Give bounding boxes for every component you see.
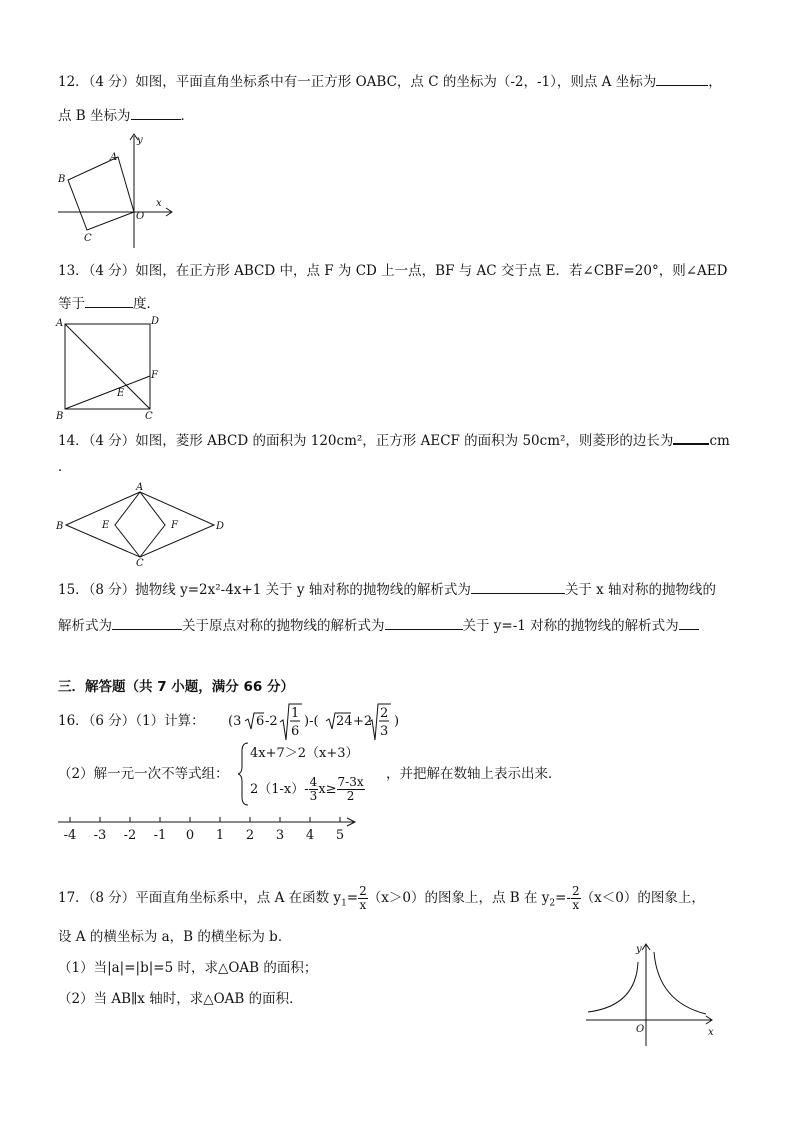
q12-text2: 点 B 坐标为 (58, 108, 131, 124)
q17-line4: （2）当 AB∥x 轴时，求△OAB 的面积． (58, 991, 303, 1007)
number-line-label: -2 (123, 828, 137, 843)
ineq2-frac-right: $\frac{7-3x}{2}$ (337, 775, 364, 803)
label-c: C (145, 411, 153, 422)
number-line-label: 5 (335, 828, 345, 843)
q15-text1a: 15．（8 分）抛物线 y=2x²-4x+1 关于 y 轴对称的抛物线的解析式为 (58, 582, 471, 598)
q16-part2-end: ，并把解在数轴上表示出来． (386, 766, 562, 782)
expr-f1n: 1 (291, 706, 300, 721)
q13-line1 (58, 262, 727, 280)
q14-text: 14．（4 分）如图，菱形 ABCD 的面积为 120cm²，正方形 AECF 的面积为 50cm²，则菱形的边长为 (58, 433, 674, 449)
q12-text: 12．（4 分）如图，平面直角坐标系中有一正方形 OABC，点 C 的坐标为（-2，-1），则点 A 坐标为 (58, 74, 657, 90)
expr-t5: ) (394, 714, 400, 729)
rhombus-abcd (66, 492, 214, 557)
expr-f1d: 6 (291, 724, 300, 739)
q13-text2: 等于 (58, 296, 85, 312)
label-x: x (708, 1027, 714, 1038)
q16-brace (238, 741, 250, 807)
number-line-label: 0 (185, 828, 195, 843)
q12-blank-a[interactable] (656, 72, 708, 86)
label-a: A (136, 482, 144, 493)
q17-line3: （1）当|a|=|b|=5 时，求△OAB 的面积； (58, 960, 318, 976)
q15-text2c: 关于 y=-1 对称的抛物线的解析式为 (462, 618, 679, 634)
q14-text2: ． (58, 459, 72, 475)
ineq2-geq: x≥ (318, 782, 337, 797)
label-d: D (151, 316, 160, 327)
label-d: D (216, 521, 225, 532)
q17-frac1: $\frac{2}{x}$ (359, 884, 367, 912)
q16-expression (222, 700, 422, 744)
label-b: B (56, 521, 64, 532)
q13-end: 度． (133, 296, 160, 312)
q15-line2 (58, 616, 699, 635)
q14-line2 (58, 458, 72, 476)
number-line-label: 1 (215, 828, 225, 843)
curve-y1 (654, 952, 706, 1014)
square-oabc (68, 157, 134, 230)
q15-text2a: 解析式为 (58, 618, 112, 634)
expr-t1: (3 (228, 714, 242, 729)
q16-ineq1: 4x+7＞2（x+3） (250, 746, 359, 761)
number-line-label: 3 (275, 828, 285, 843)
number-line (54, 812, 364, 844)
square-aecf (115, 492, 165, 557)
expr-r6: 6 (256, 714, 265, 729)
q15-blank-2[interactable] (112, 616, 182, 630)
q12-figure (50, 130, 180, 250)
expr-t2: -2 (265, 714, 278, 729)
q15-blank-3[interactable] (385, 616, 463, 630)
q13-line2 (58, 294, 160, 313)
q12-line1 (58, 72, 722, 91)
ineq2-frac-4-3: $\frac{4}{3}$ (309, 775, 318, 803)
q17-text1c: （x＜0）的图象上， (580, 890, 705, 906)
segment-bf (65, 376, 150, 409)
label-a: A (56, 318, 64, 329)
q15-text2b: 关于原点对称的抛物线的解析式为 (182, 618, 385, 634)
section-heading: 三．解答题（共 7 小题，满分 66 分） (58, 679, 294, 695)
q16-ineq2 (250, 776, 365, 806)
q12-period: ． (180, 108, 195, 124)
q17-text1b: （x＞0）的图象上，点 B 在 y (367, 890, 550, 906)
label-f: F (171, 520, 178, 531)
curve-y2 (588, 962, 638, 1012)
label-c: C (136, 558, 144, 566)
label-b: B (56, 411, 64, 422)
number-line-label: 2 (245, 828, 255, 843)
q15-text1b: 关于 x 轴对称的抛物线的 (564, 582, 717, 598)
label-y: y (636, 944, 642, 955)
q15-blank-1[interactable] (471, 580, 565, 594)
q14-unit: cm (709, 433, 730, 449)
expr-f2n: 2 (380, 706, 389, 721)
label-b: B (58, 174, 66, 185)
label-c: C (84, 233, 92, 244)
label-f: F (151, 370, 158, 381)
q17-line2: 设 A 的横坐标为 a，B 的横坐标为 b． (58, 929, 292, 945)
q17-eq1: = (346, 890, 359, 906)
q15-blank-4[interactable] (679, 616, 699, 630)
q12-blank-b[interactable] (131, 106, 181, 120)
label-o: O (136, 211, 145, 222)
q12-comma: ， (708, 74, 722, 90)
number-line-label: -3 (93, 828, 107, 843)
q16-part1 (58, 712, 205, 730)
expr-t4: +2 (353, 714, 373, 729)
q15-line1 (58, 580, 716, 599)
label-y: y (137, 135, 143, 146)
expr-f2d: 3 (380, 724, 389, 739)
number-line-label: -1 (153, 828, 167, 843)
q17-sub1: 1 (341, 898, 347, 909)
label-o: O (636, 1024, 645, 1035)
q16-part1-label: 16．（6 分）（1）计算： (58, 713, 205, 729)
expr-r24: 24 (336, 714, 353, 729)
number-line-label: 4 (305, 828, 315, 843)
q14-figure (52, 478, 232, 566)
q12-line2 (58, 106, 194, 125)
q13-blank[interactable] (85, 294, 133, 308)
q17-sub2: 2 (549, 898, 556, 909)
label-a: A (110, 152, 118, 163)
label-x: x (156, 198, 162, 209)
q14-line1 (58, 430, 730, 450)
ineq2-left: 2（1-x）- (250, 782, 309, 797)
label-e: E (102, 520, 110, 531)
q14-blank[interactable] (673, 430, 709, 445)
q17-text1a: 17．（8 分）平面直角坐标系中，点 A 在函数 y (58, 890, 342, 906)
q17-figure (584, 940, 720, 1050)
expr-t3: )-( (304, 714, 319, 729)
q16-part2-label: （2）解一元一次不等式组： (58, 766, 229, 782)
number-line-label: -4 (63, 828, 77, 843)
label-e: E (117, 388, 125, 399)
q13-figure (52, 312, 172, 422)
diagonal-ac (65, 324, 150, 409)
q17-eq2: =- (555, 890, 571, 906)
q17-frac2: $\frac{2}{x}$ (571, 884, 580, 912)
q13-text: 13．（4 分）如图，在正方形 ABCD 中，点 F 为 CD 上一点，BF 与 AC 交于点 E．若∠CBF=20°，则∠AED (58, 263, 728, 279)
q17-line1 (58, 885, 705, 919)
